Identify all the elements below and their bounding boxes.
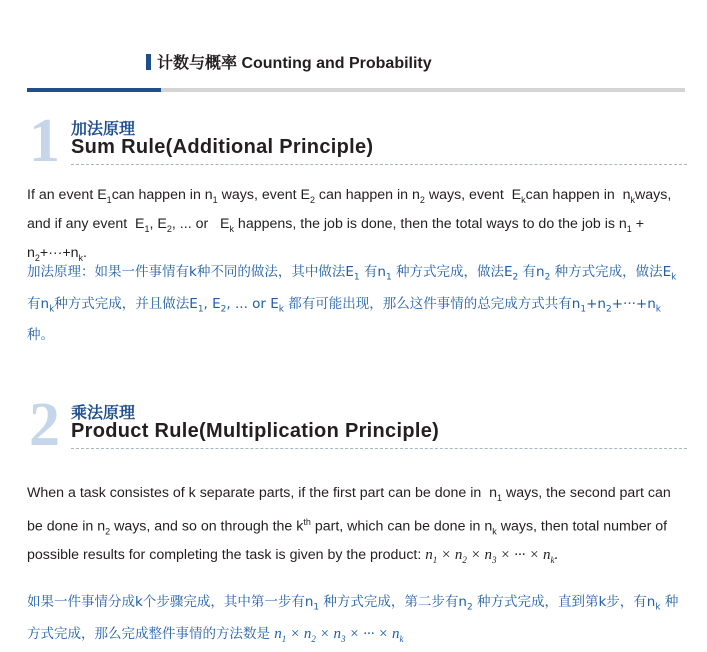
header-marker [146,54,151,70]
section-2-en-title: Product Rule(Multiplication Principle) [71,420,440,442]
section-2-heading [27,391,687,460]
section-1-heading [27,107,687,176]
page-title: 计数与概率 Counting and Probability [157,55,432,72]
section-1-cn-title: 加法原理 [71,119,136,138]
section-1-number: 1 [29,107,60,175]
section-1-dashed-rule [71,164,687,165]
product-rule-cn-paragraph: 如果一件事情分成k个步骤完成，其中第一步有$n_1$ 种方式完成，第二步有$n_2$ 种方式完成，直到第k步，有$n_k$ 种方式完成，那么完成整件事情的方法数是 $n_1 \times n_2 \times n_3$ × ··· × $n_k$ [27,594,679,644]
product-rule-en-paragraph: When a task consistes of k separate parts, if the first part can be done in $n_1$ ways, the second part can be done in $n_2$ ways, and so on through the $k^{th}$ part, which can be done in $n_k$ ways, then total number of possible results for completing the task is given by the product: $n_1 \times n_2 \times n_3$ × ··· × $n_k$. [27,485,671,566]
sum-rule-en-paragraph: If an event $E_1can$ happen in $n_1$ ways, event $E_2$ can happen in $n_2$ ways, event $E_kcan$ happen in $n_kways$, and if any event $E_1$, $E_2$, ... or $E_k$ happens, the job is done, then the total ways to do the job is $n_1 + n_2+\cdot\cdot\cdot+n_k$. [27,187,672,263]
section-2-cn-title: 乘法原理 [71,403,136,422]
section-2-number: 2 [29,391,60,459]
header-divider-accent [27,88,161,92]
sum-rule-cn-paragraph: 加法原理：如果一件事情有k种不同的做法，其中做法$E_1$ 有$n_1$ 种方式完成，做法$E_2$ 有$n_2$ 种方式完成，做法$E_k$有$n_k$种方式完成，并且做法$E_1$, $E_2$, ... or $E_k$ 都有可能出现，那么这件事情的总完成方式共有$n_1+n_2+\cdot\cdot\cdot+n_k$种。 [27,264,677,344]
section-2-dashed-rule [71,448,687,449]
section-1-en-title: Sum Rule(Additional Principle) [71,136,374,158]
page-header [146,50,432,73]
